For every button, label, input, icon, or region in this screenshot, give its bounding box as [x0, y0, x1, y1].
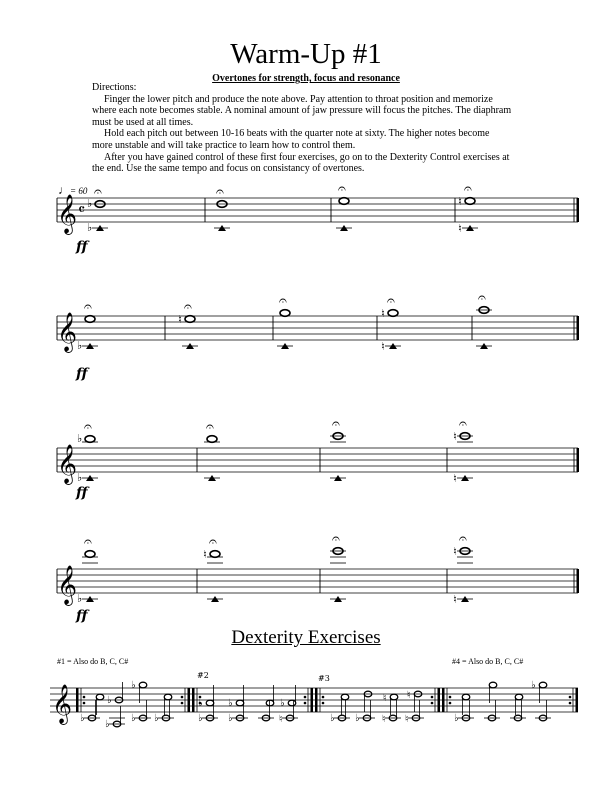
flat-icon: ♭: [77, 432, 83, 445]
flat-icon: ♭: [454, 713, 459, 724]
subtitle: Overtones for strength, focus and resonance: [212, 73, 400, 84]
flat-icon: ♭: [105, 719, 110, 730]
whole-note: [339, 198, 349, 205]
flat-icon: ♭: [77, 339, 83, 352]
whole-note: [210, 551, 220, 558]
fermata-icon: 𝄐: [387, 293, 395, 309]
page-title: Warm-Up #1: [230, 38, 382, 70]
repeat-dot: [181, 696, 184, 699]
fermata-icon: 𝄐: [84, 419, 92, 435]
directions-paragraph-1: Finger the lower pitch and produce the note above. Pay attention to throat position and memorize where each note becomes stable. A nominal amount of jaw pressure will focus the pitches. The diaphram must be used at all times.: [92, 93, 512, 128]
fermata-icon: 𝄐: [459, 416, 467, 432]
fermata-icon: 𝄐: [216, 184, 224, 200]
flat-icon: ♭: [355, 713, 360, 724]
repeat-dot: [449, 696, 452, 699]
whole-note: [185, 316, 195, 323]
flat-icon: ♭: [228, 698, 233, 709]
dynamic-marking: ff: [76, 485, 88, 501]
flat-icon: ♭: [77, 592, 83, 605]
flat-icon: ♭: [107, 695, 112, 706]
fermata-icon: 𝄐: [209, 534, 217, 550]
half-note: [139, 682, 147, 688]
repeat-barline: [315, 688, 318, 712]
exercise-label: #2: [197, 671, 209, 680]
fermata-icon: 𝄐: [184, 299, 192, 315]
half-note: [341, 694, 349, 700]
fermata-icon: 𝄐: [279, 293, 287, 309]
repeat-barline: [438, 688, 441, 712]
flat-icon: ♭: [198, 698, 203, 709]
flat-icon: ♭: [131, 680, 136, 691]
repeat-barline: [188, 688, 191, 712]
natural-icon: ♮: [458, 222, 462, 235]
natural-icon: ♮: [453, 430, 457, 443]
repeat-dot: [83, 702, 86, 705]
whole-note: [85, 436, 95, 443]
half-note: [489, 682, 497, 688]
flat-icon: ♭: [154, 713, 159, 724]
repeat-barline: [311, 688, 314, 712]
repeat-dot: [322, 696, 325, 699]
whole-note: [85, 551, 95, 558]
whole-note: [207, 436, 217, 443]
flat-icon: ♭: [330, 713, 335, 724]
flat-icon: ♭: [87, 221, 93, 234]
directions-paragraph-2: Hold each pitch out between 10-16 beats with the quarter note at sixty. The higher notes become more unstable and will take practice to learn how to control them.: [92, 128, 490, 151]
exercise-1-note: #1 = Also do B, C, C#: [57, 657, 129, 666]
flat-icon: ♭: [80, 713, 85, 724]
flat-icon: ♭: [531, 680, 536, 691]
flat-icon: ♭: [280, 698, 285, 709]
half-note: [96, 694, 104, 700]
half-note: [164, 694, 172, 700]
quarter-note-icon: ♩: [58, 183, 70, 197]
natural-icon: ♮: [458, 195, 462, 208]
repeat-dot: [569, 696, 572, 699]
repeat-barline: [76, 688, 79, 712]
half-note: [462, 694, 470, 700]
half-note: [288, 700, 296, 706]
dexterity-title: Dexterity Exercises: [231, 627, 381, 648]
half-note: [236, 700, 244, 706]
fermata-icon: 𝄐: [206, 419, 214, 435]
final-barline: [577, 198, 580, 222]
repeat-dot: [569, 702, 572, 705]
repeat-dot: [83, 696, 86, 699]
natural-icon: ♮: [453, 593, 457, 606]
fermata-icon: 𝄐: [332, 416, 340, 432]
half-note: [390, 694, 398, 700]
treble-clef-icon: 𝄞: [57, 565, 78, 605]
dynamic-marking: ff: [76, 366, 88, 382]
treble-clef-icon: 𝄞: [52, 684, 73, 724]
natural-icon: ♮: [453, 472, 457, 485]
repeat-dot: [304, 702, 307, 705]
half-note: [539, 682, 547, 688]
whole-note: [280, 310, 290, 317]
flat-icon: ♭: [87, 197, 93, 210]
natural-icon: ♮: [453, 545, 457, 558]
final-barline: [577, 569, 580, 593]
half-note: [206, 700, 214, 706]
whole-note: [388, 310, 398, 317]
flat-icon: ♭: [228, 713, 233, 724]
dynamic-marking: ff: [76, 608, 88, 624]
repeat-barline: [442, 688, 445, 712]
repeat-dot: [322, 702, 325, 705]
final-barline: [577, 448, 580, 472]
fermata-icon: 𝄐: [84, 299, 92, 315]
natural-icon: ♮: [383, 693, 387, 704]
common-time-icon: 𝄴: [78, 200, 86, 219]
treble-clef-icon: 𝄞: [57, 312, 78, 352]
fermata-icon: 𝄐: [464, 181, 472, 197]
flat-icon: ♭: [131, 713, 136, 724]
exercise-4-note: #4 = Also do B, C, C#: [452, 657, 524, 666]
flat-icon: ♭: [198, 713, 203, 724]
repeat-dot: [431, 696, 434, 699]
natural-icon: ♮: [203, 548, 207, 561]
fermata-icon: 𝄐: [478, 290, 486, 306]
exercise-label: #3: [318, 674, 330, 683]
treble-clef-icon: 𝄞: [57, 194, 78, 234]
directions-paragraph-3: After you have gained control of these first four exercises, go on to the Dexterity Control exercises at the end. Use the same tempo and focus on consistancy of overtones.: [92, 151, 510, 175]
fermata-icon: 𝄐: [94, 184, 102, 200]
natural-icon: ♮: [407, 690, 411, 701]
whole-note: [85, 316, 95, 323]
fermata-icon: 𝄐: [338, 181, 346, 197]
whole-note: [465, 198, 475, 205]
natural-icon: ♮: [405, 714, 409, 725]
half-note: [515, 694, 523, 700]
tempo-value: = 60: [70, 186, 88, 196]
treble-clef-icon: 𝄞: [57, 444, 78, 484]
natural-icon: ♮: [381, 340, 385, 353]
natural-icon: ♮: [178, 313, 182, 326]
repeat-barline: [192, 688, 195, 712]
natural-icon: ♮: [381, 307, 385, 320]
repeat-dot: [304, 696, 307, 699]
flat-icon: ♭: [77, 471, 83, 484]
repeat-dot: [431, 702, 434, 705]
repeat-barline: [576, 688, 579, 712]
repeat-dot: [181, 702, 184, 705]
fermata-icon: 𝄐: [459, 531, 467, 547]
dynamic-marking: ff: [76, 239, 88, 255]
final-barline: [577, 316, 580, 340]
fermata-icon: 𝄐: [84, 534, 92, 550]
fermata-icon: 𝄐: [332, 531, 340, 547]
natural-icon: ♮: [382, 714, 386, 725]
directions-heading: Directions:: [92, 82, 137, 93]
staff-systems: [50, 181, 579, 730]
natural-icon: ♮: [279, 714, 283, 725]
repeat-dot: [449, 702, 452, 705]
